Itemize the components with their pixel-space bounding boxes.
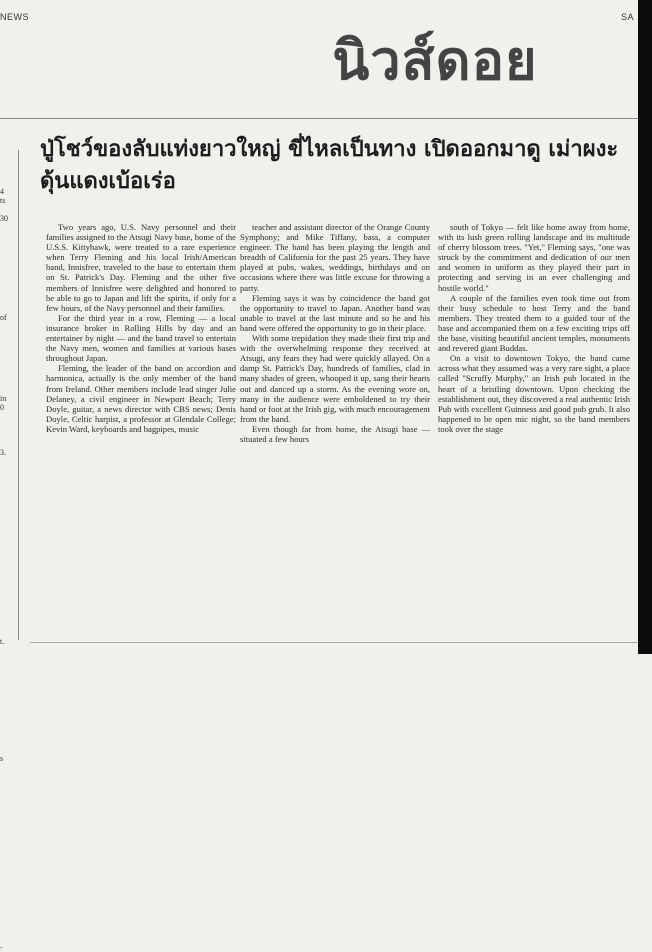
- left-column-fragment: [0, 592, 16, 601]
- article-paragraph: Fleming says it was by coincidence the band got the opportunity to travel to Japan. Another band was unable to travel at the last minute and so he and his band were offered the opportunity to go in their place.: [240, 292, 430, 333]
- footer-divider: [30, 642, 638, 643]
- left-column-fragment: [0, 421, 16, 430]
- left-column-fragment: [0, 259, 16, 268]
- left-column-fragment: [0, 232, 16, 241]
- left-column-fragment: [0, 925, 16, 934]
- left-column-fragment: [0, 349, 16, 358]
- left-column-fragment: [0, 673, 16, 682]
- left-column-fragment: [0, 817, 16, 826]
- left-column-fragment: 30: [0, 214, 8, 223]
- left-column-fragment: [0, 727, 16, 736]
- article-column-3: [438, 222, 630, 638]
- article-paragraph: For the third year in a row, Fleming — a local insurance broker in Rolling Hills by day and an entertainer by night — and the band travel to entertain the Navy men, women and families at various bases throughout Japan.: [46, 312, 236, 364]
- left-column-fragment: [0, 457, 16, 466]
- left-column-fragment: [0, 799, 16, 808]
- left-column-fragment: [0, 583, 16, 592]
- left-column-fragment: [0, 736, 16, 745]
- article-paragraph: With some trepidation they made their first trip and with the overwhelming response they received at Atsugi, any fears they had were quickly allayed. On a damp St. Patrick's Day, hundreds of families, clad in many shades of green, whooped it up, sang their hearts out and danced up a storm. As the evening wore on, many in the audience were emboldened to try their hand or foot at the Irish gig, with much encouragement from the band.: [240, 333, 430, 424]
- left-column-fragment: [0, 835, 16, 844]
- left-column-fragment: [0, 826, 16, 835]
- left-column-fragment: [0, 241, 16, 250]
- left-column-fragment: [0, 772, 16, 781]
- left-column-fragment: [0, 808, 16, 817]
- left-column-fragment: [0, 439, 16, 448]
- article-paragraph: Fleming, the leader of the band on accordion and harmonica, actually is the only member of the band from Ireland. Other members include lead singer Julie Delaney, a civil engineer in Newport Beach; Terry Doyle, guitar, a news director with CBS news; Denis Doyle, Celtic harpist, a professor at Glendale College; Kevin Ward, keyboards and bagpipes, music: [46, 363, 236, 434]
- article-paragraph: Two years ago, U.S. Navy personnel and their families assigned to the Atsugi Navy base, home of the U.S.S. Kittyhawk, were treated to a rare experience when Terry Fleming and his local Irish/American band, Innisfree, traveled to the base to entertain them on St. Patrick's Day. Fleming and the other five members of Innisfree were delighted and honored to be able to go to Japan and lift the spirits, if only for a few hours, of the Navy personnel and their families.: [46, 222, 236, 313]
- left-column-fragment: [0, 547, 16, 556]
- left-column-fragment: [0, 880, 16, 889]
- left-column-fragment: [0, 709, 16, 718]
- left-column-fragment: [0, 619, 16, 628]
- left-column-fragment: [0, 268, 16, 277]
- left-column-fragments: [0, 160, 16, 952]
- left-column-fragment: -: [0, 943, 3, 952]
- article-column-1: [46, 222, 236, 638]
- left-column-fragment: [0, 169, 16, 178]
- left-column-fragment: [0, 628, 16, 637]
- left-column-fragment: of: [0, 313, 7, 322]
- left-column-fragment: [0, 610, 16, 619]
- left-column-fragment: [0, 205, 16, 214]
- left-column-fragment: [0, 934, 16, 943]
- left-column-fragment: [0, 475, 16, 484]
- section-label-right: SA: [620, 12, 634, 22]
- left-column-fragment: [0, 907, 16, 916]
- left-column-fragment: [0, 646, 16, 655]
- article-paragraph: south of Tokyo — felt like home away from home, with its lush green rolling landscape and its multitude of cherry blossom trees. "Yet," Fleming says, "one was struck by the commitment and dedication of our men and women in uniform as they played their part in protecting and serving in an ever challenging and hostile world.": [438, 222, 630, 293]
- left-column-divider: [18, 150, 19, 640]
- left-column-fragment: [0, 871, 16, 880]
- left-column-fragment: [0, 511, 16, 520]
- left-column-fragment: [0, 691, 16, 700]
- left-column-fragment: [0, 889, 16, 898]
- left-column-fragment: t.: [0, 637, 5, 646]
- left-column-fragment: [0, 376, 16, 385]
- article-paragraph: Even though far from home, the Atsugi base — situated a few hours: [240, 423, 430, 444]
- left-column-fragment: [0, 574, 16, 583]
- left-column-fragment: [0, 853, 16, 862]
- left-column-fragment: [0, 295, 16, 304]
- left-column-fragment: [0, 682, 16, 691]
- header-divider: [0, 118, 638, 119]
- left-column-fragment: [0, 304, 16, 313]
- left-column-fragment: s: [0, 754, 4, 763]
- left-column-fragment: [0, 916, 16, 925]
- left-column-fragment: [0, 160, 16, 169]
- left-column-fragment: [0, 331, 16, 340]
- left-column-fragment: in: [0, 394, 7, 403]
- left-column-fragment: 0: [0, 403, 4, 412]
- left-column-fragment: 4: [0, 187, 4, 196]
- left-column-fragment: [0, 520, 16, 529]
- article-column-2: [240, 222, 430, 638]
- left-column-fragment: [0, 493, 16, 502]
- left-column-fragment: ts: [0, 196, 6, 205]
- article-paragraph: On a visit to downtown Tokyo, the band came across what they assumed was a very rare sight, a place called "Scruffy Murphy," an Irish pub located in the heart of a bristling downtown. Upon checking the establishment out, they discovered a real authentic Irish Pub with excellent Guinness and good pub grub. It also happened to be open mic night, so the band members took over the stage: [438, 353, 630, 434]
- left-column-fragment: [0, 385, 16, 394]
- left-column-fragment: [0, 358, 16, 367]
- section-label-left: NEWS: [0, 12, 29, 22]
- left-column-fragment: [0, 466, 16, 475]
- left-column-fragment: [0, 538, 16, 547]
- article-headline: ปู่โชว์ของลับแท่งยาวใหญ่ ขี่ไหลเป็นทาง เปิดออกมาดู เม่าผงะ ดุ้นแดงเบ้อเร่อ: [40, 137, 619, 194]
- scan-edge-bar: [638, 0, 652, 654]
- left-column-fragment: [0, 277, 16, 286]
- left-column-fragment: [0, 322, 16, 331]
- left-column-fragment: [0, 286, 16, 295]
- left-column-fragment: [0, 529, 16, 538]
- left-column-fragment: [0, 178, 16, 187]
- left-column-fragment: [0, 763, 16, 772]
- left-column-fragment: [0, 664, 16, 673]
- left-column-fragment: [0, 556, 16, 565]
- left-column-fragment: [0, 340, 16, 349]
- left-column-fragment: [0, 412, 16, 421]
- left-column-fragment: [0, 745, 16, 754]
- left-column-fragment: [0, 898, 16, 907]
- left-column-fragment: [0, 844, 16, 853]
- left-column-fragment: [0, 367, 16, 376]
- left-column-fragment: [0, 601, 16, 610]
- left-column-fragment: [0, 250, 16, 259]
- left-column-fragment: [0, 718, 16, 727]
- left-column-fragment: [0, 223, 16, 232]
- article-paragraph: teacher and assistant director of the Orange County Symphony; and Mike Tiffany, bass, a computer engineer. The band has been playing the length and breadth of California for the past 25 years. They have played at pubs, wakes, weddings, birthdays and on occasions where there was little excuse for throwing a party.: [240, 222, 430, 293]
- left-column-fragment: [0, 502, 16, 511]
- left-column-fragment: [0, 790, 16, 799]
- left-column-fragment: [0, 484, 16, 493]
- left-column-fragment: [0, 430, 16, 439]
- left-column-fragment: 3.: [0, 448, 6, 457]
- left-column-fragment: [0, 655, 16, 664]
- left-column-fragment: [0, 781, 16, 790]
- masthead-title: นิวส์ดอย: [332, 29, 538, 92]
- left-column-fragment: [0, 565, 16, 574]
- article-paragraph: A couple of the families even took time out from their busy schedule to host Terry and the band members. They treated them to a guided tour of the base and accompanied them on a few exciting trips off the base, visiting beautiful ancient temples, monuments and revered giant Buddas.: [438, 292, 630, 354]
- left-column-fragment: [0, 700, 16, 709]
- left-column-fragment: [0, 862, 16, 871]
